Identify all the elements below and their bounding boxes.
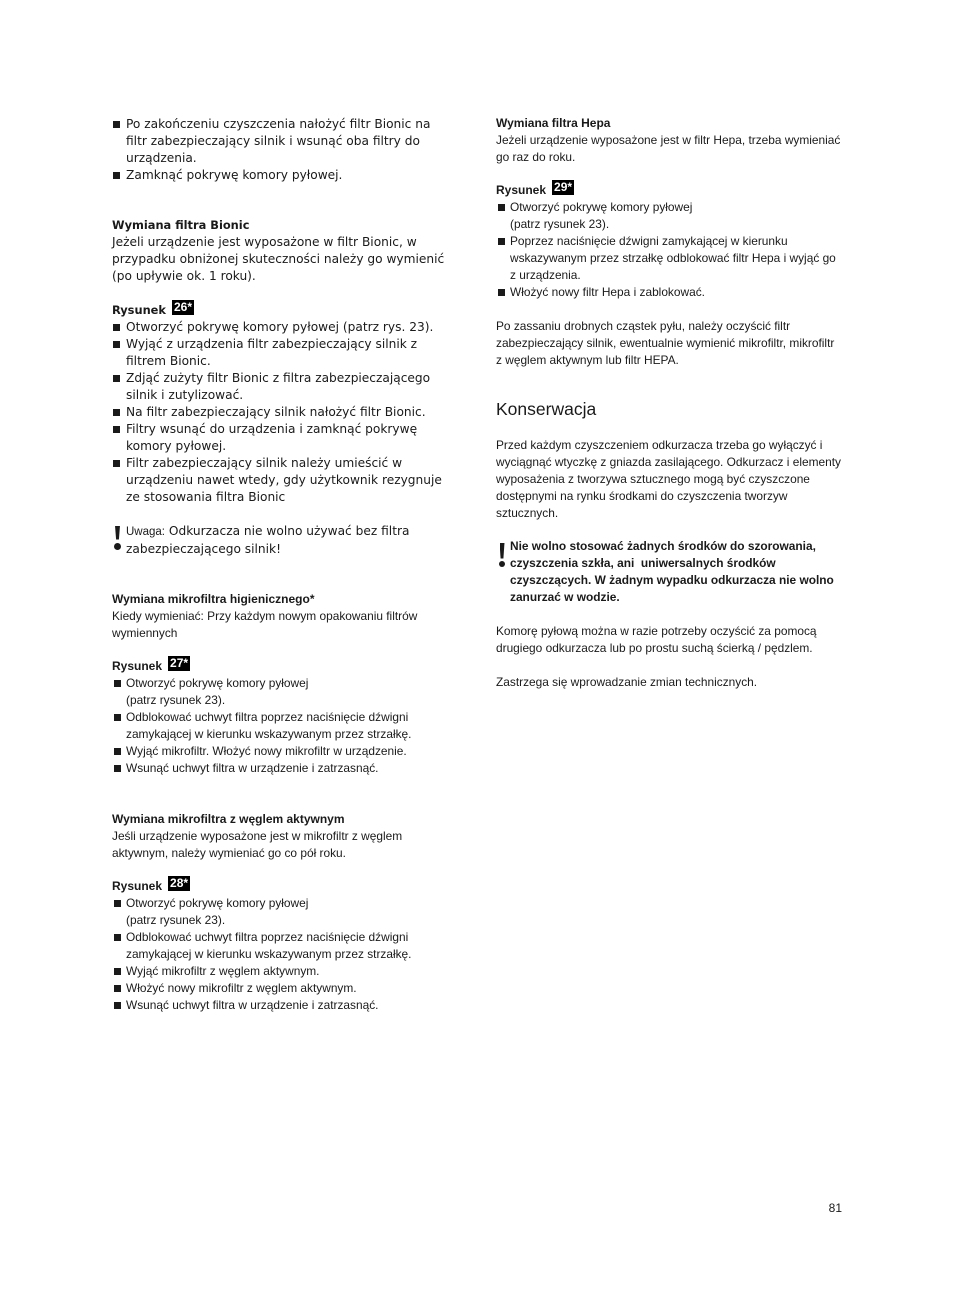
dust-chamber-note: Komorę pyłową można w razie potrzeby oczyścić za pomocą drugiego odkurzacza lub po prostu suchą ścierką / pędzlem.	[496, 623, 817, 655]
hygienic-microfilter-text: Kiedy wymieniać: Przy każdym nowym opakowaniu filtrów wymiennych	[112, 608, 418, 640]
step-item	[496, 199, 896, 233]
technical-changes-note: Zastrzega się wprowadzanie zmian technicznych.	[496, 674, 758, 689]
step-item	[112, 929, 482, 963]
bullet-square-icon	[114, 985, 121, 992]
warning-body	[112, 523, 482, 558]
step-text: Otworzyć pokrywę komory pyłowej (patrz rysunek 23).	[510, 199, 693, 231]
warning-icon	[114, 526, 122, 552]
bullet-square-icon	[498, 204, 505, 211]
hepa-steps-section	[496, 179, 896, 301]
bullet-square-icon	[113, 172, 120, 179]
intro-steps-list	[112, 116, 482, 184]
step-text: Otworzyć pokrywę komory pyłowej (patrz rysunek 23).	[126, 895, 309, 927]
step-text: Wsunąć uchwyt filtra w urządzenie i zatrzasnąć.	[126, 760, 379, 775]
figure-reference	[112, 875, 482, 895]
figure-number-badge: 28*	[170, 875, 189, 890]
bionic-steps-list	[112, 319, 482, 506]
figure-reference	[112, 655, 482, 675]
step-item	[112, 167, 482, 184]
bullet-square-icon	[113, 426, 120, 433]
carbon-microfilter-steps-section	[112, 875, 482, 1014]
bullet-square-icon	[114, 748, 121, 755]
warning-label: Uwaga:	[126, 525, 165, 538]
hepa-section	[496, 115, 896, 166]
hygienic-microfilter-section	[112, 591, 482, 642]
step-text: Wyjąć z urządzenia filtr zabezpieczający silnik z filtrem Bionic.	[126, 336, 418, 368]
bionic-intro-section	[112, 217, 482, 285]
step-item	[112, 760, 482, 777]
hepa-text: Jeżeli urządzenie wyposażone jest w filtr Hepa, trzeba wymieniać go raz do roku.	[496, 132, 841, 164]
hepa-heading: Wymiana filtra Hepa	[496, 115, 611, 130]
maintenance-text: Przed każdym czyszczeniem odkurzacza trzeba go wyłączyć i wyciągnąć wtyczkę z gniazda zasilającego. Odkurzacz i elementy wyposażenia z tworzywa sztucznego mogą być czyszczone dostępnymi na rynku środkami do czyszczenia tworzyw sztucznych.	[496, 437, 841, 520]
step-text: Odblokować uchwyt filtra poprzez naciśnięcie dźwigni zamykającej w kierunku wskazywanym przez strzałkę.	[126, 709, 412, 741]
step-text: Wyjąć mikrofiltr z węglem aktywnym.	[126, 963, 320, 978]
step-text: Na filtr zabezpieczający silnik nałożyć filtr Bionic.	[126, 404, 426, 419]
step-item	[112, 319, 482, 336]
step-item	[112, 743, 482, 760]
bullet-square-icon	[114, 680, 121, 687]
figure-label: Rysunek	[496, 182, 547, 197]
figure-label: Rysunek	[112, 302, 166, 317]
maintenance-heading: Konserwacja	[496, 399, 597, 419]
hepa-steps-list	[496, 199, 896, 301]
bionic-heading: Wymiana filtra Bionic	[112, 217, 250, 232]
bullet-square-icon	[113, 409, 120, 416]
figure-number-badge: 26*	[173, 299, 193, 314]
step-text: Filtr zabezpieczający silnik należy umieścić w urządzeniu nawet wtedy, gdy użytkownik rezygnuje ze stosowania filtra Bionic	[126, 455, 442, 504]
step-text: Poprzez naciśnięcie dźwigni zamykającej w kierunku wskazywanym przez strzałkę odblokować filtr Hepa i wyjąć go z urządzenia.	[510, 233, 836, 282]
step-item	[496, 233, 896, 284]
bullet-square-icon	[114, 1002, 121, 1009]
step-text: Wyjąć mikrofiltr. Włożyć nowy mikrofiltr w urządzenie.	[126, 743, 407, 758]
step-text: Zdjąć zużyty filtr Bionic z filtra zabezpieczającego silnik i zutylizować.	[126, 370, 431, 402]
figure-number-badge: 29*	[554, 179, 573, 194]
step-item	[112, 980, 482, 997]
bionic-warning	[112, 523, 482, 558]
step-text: Otworzyć pokrywę komory pyłowej (patrz rys. 23).	[126, 319, 434, 334]
warning-text: Nie wolno stosować żadnych środków do szorowania, czyszczenia szkła, ani uniwersalnych środków czyszczących. W żadnym wypadku odkurzacza nie wolno zanurzać w wodzie.	[510, 538, 834, 604]
step-text: Włożyć nowy filtr Hepa i zablokować.	[510, 284, 705, 299]
bionic-steps-section	[112, 299, 482, 506]
step-item	[112, 675, 482, 709]
intro-steps-section	[112, 116, 482, 184]
bullet-square-icon	[114, 900, 121, 907]
bullet-square-icon	[114, 714, 121, 721]
step-text: Włożyć nowy mikrofiltr z węglem aktywnym.	[126, 980, 357, 995]
step-text: Odblokować uchwyt filtra poprzez naciśnięcie dźwigni zamykającej w kierunku wskazywanym przez strzałkę.	[126, 929, 412, 961]
step-item	[112, 404, 482, 421]
bullet-square-icon	[114, 968, 121, 975]
step-item	[112, 336, 482, 370]
step-item	[112, 370, 482, 404]
hygienic-microfilter-steps-list	[112, 675, 482, 777]
figure-reference	[496, 179, 896, 199]
page-number: 81	[828, 1200, 842, 1215]
fine-dust-note: Po zassaniu drobnych cząstek pyłu, należy oczyścić filtr zabezpieczający silnik, ewentualnie wymienić mikrofiltr, mikrofiltr z węglem aktywnym lub filtr HEPA.	[496, 318, 835, 367]
step-item	[112, 895, 482, 929]
step-item	[112, 709, 482, 743]
hygienic-microfilter-steps-section	[112, 655, 482, 777]
carbon-microfilter-text: Jeśli urządzenie wyposażone jest w mikrofiltr z węglem aktywnym, należy wymieniać go co pół roku.	[112, 828, 403, 860]
figure-label: Rysunek	[112, 658, 163, 673]
step-item	[112, 963, 482, 980]
step-text: Po zakończeniu czyszczenia nałożyć filtr Bionic na filtr zabezpieczający silnik i wsunąć oba filtry do urządzenia.	[126, 116, 431, 165]
bullet-square-icon	[113, 341, 120, 348]
step-item	[112, 997, 482, 1014]
bionic-text: Jeżeli urządzenie jest wyposażone w filtr Bionic, w przypadku obniżonej skuteczności należy go wymienić (po upływie ok. 1 roku).	[112, 234, 445, 283]
carbon-microfilter-heading: Wymiana mikrofiltra z węglem aktywnym	[112, 811, 345, 826]
step-text: Wsunąć uchwyt filtra w urządzenie i zatrzasnąć.	[126, 997, 379, 1012]
step-item	[112, 421, 482, 455]
bullet-square-icon	[114, 934, 121, 941]
hygienic-microfilter-heading: Wymiana mikrofiltra higienicznego*	[112, 591, 315, 606]
step-text: Filtry wsunąć do urządzenia i zamknąć pokrywę komory pyłowej.	[126, 421, 418, 453]
figure-reference	[112, 299, 482, 319]
warning-icon	[499, 543, 506, 569]
step-item	[496, 284, 896, 301]
step-item	[112, 116, 482, 167]
carbon-microfilter-steps-list	[112, 895, 482, 1014]
step-text: Zamknąć pokrywę komory pyłowej.	[126, 167, 343, 182]
figure-label: Rysunek	[112, 878, 163, 893]
step-item	[112, 455, 482, 506]
bullet-square-icon	[498, 289, 505, 296]
bullet-square-icon	[113, 324, 120, 331]
warning-text: Odkurzacza nie wolno używać bez filtra zabezpieczającego silnik!	[126, 523, 410, 556]
maintenance-warning	[496, 538, 896, 606]
bullet-square-icon	[113, 375, 120, 382]
figure-number-badge: 27*	[170, 655, 189, 670]
warning-body	[496, 538, 896, 606]
bullet-square-icon	[113, 121, 120, 128]
carbon-microfilter-section	[112, 811, 482, 862]
bullet-square-icon	[114, 765, 121, 772]
bullet-square-icon	[498, 238, 505, 245]
bullet-square-icon	[113, 460, 120, 467]
step-text: Otworzyć pokrywę komory pyłowej (patrz rysunek 23).	[126, 675, 309, 707]
